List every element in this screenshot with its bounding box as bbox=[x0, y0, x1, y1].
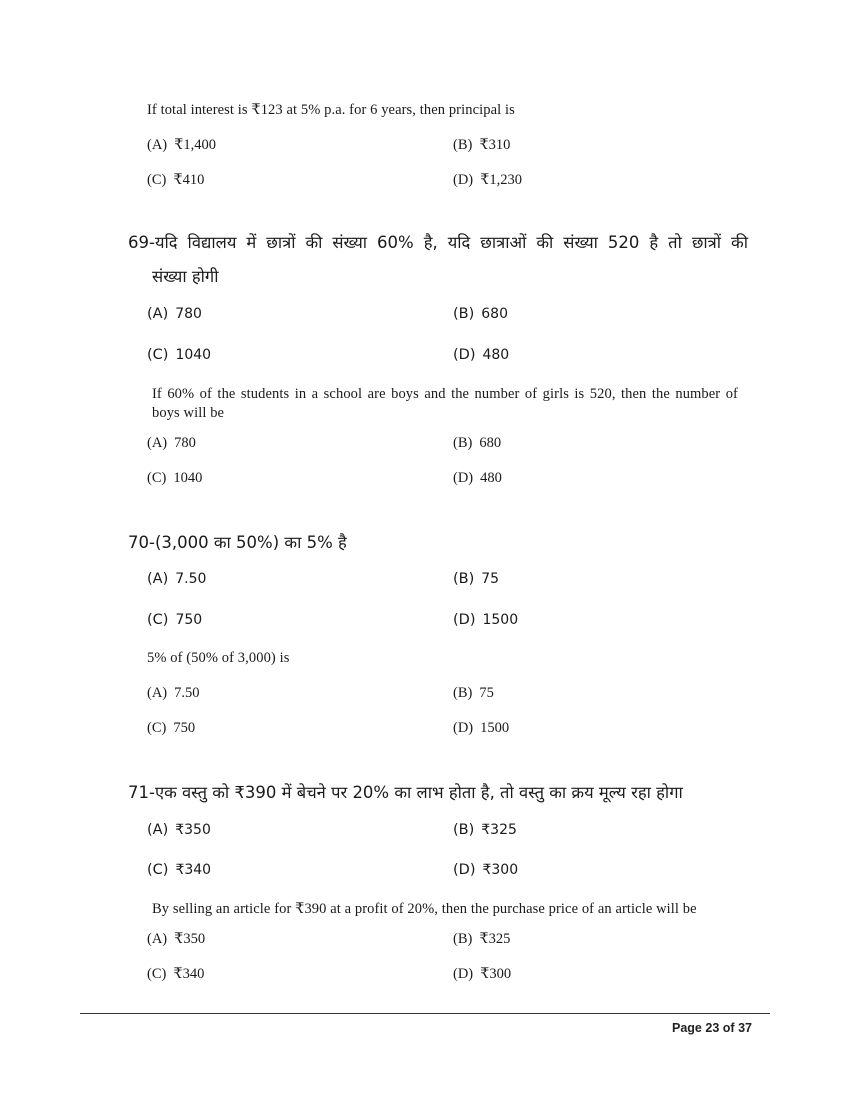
option-b: (B) 680 bbox=[453, 435, 502, 451]
question-text-hindi: 69-यदि विद्यालय में छात्रों की संख्या 60% है, यदि छात्राओं की संख्या 520 है तो छात्रों की bbox=[128, 233, 748, 252]
question-text-hindi-cont: संख्या होगी bbox=[152, 267, 219, 286]
total-pages: 37 bbox=[738, 1021, 752, 1035]
option-a: (A) 780 bbox=[147, 435, 196, 451]
option-d: (D) ₹300 bbox=[453, 966, 512, 982]
option-b: (B) 680 bbox=[453, 306, 508, 322]
option-c: (C) 750 bbox=[147, 612, 203, 628]
question-text-cont: boys will be bbox=[152, 405, 225, 421]
option-d: (D) ₹1,230 bbox=[453, 172, 522, 188]
option-d: (D) ₹300 bbox=[453, 862, 519, 878]
option-d: (D) 1500 bbox=[453, 612, 519, 628]
option-b: (B) ₹310 bbox=[453, 137, 511, 153]
option-c: (C) 1040 bbox=[147, 470, 203, 486]
option-b: (B) ₹325 bbox=[453, 822, 517, 838]
question-text: By selling an article for ₹390 at a profit of 20%, then the purchase price of an article will be bbox=[152, 901, 697, 917]
option-a: (A) 7.50 bbox=[147, 685, 200, 701]
page-word: Page bbox=[672, 1021, 702, 1035]
footer-divider bbox=[80, 1013, 770, 1014]
option-d: (D) 1500 bbox=[453, 720, 510, 736]
page-footer bbox=[672, 1021, 752, 1035]
option-c: (C) 1040 bbox=[147, 347, 212, 363]
option-b: (B) ₹325 bbox=[453, 931, 511, 947]
page-number: 23 bbox=[705, 1021, 720, 1035]
option-b: (B) 75 bbox=[453, 571, 500, 587]
question-text: If 60% of the students in a school are boys and the number of girls is 520, then the number of bbox=[152, 386, 738, 402]
question-text-hindi: 70-(3,000 का 50%) का 5% है bbox=[128, 533, 347, 552]
option-d: (D) 480 bbox=[453, 470, 502, 486]
option-a: (A) ₹350 bbox=[147, 822, 211, 838]
option-a: (A) 7.50 bbox=[147, 571, 207, 587]
question-text-hindi: 71-एक वस्तु को ₹390 में बेचने पर 20% का लाभ होता है, तो वस्तु का क्रय मूल्य रहा होगा bbox=[128, 783, 683, 802]
option-d: (D) 480 bbox=[453, 347, 510, 363]
of-word: of bbox=[722, 1021, 735, 1035]
option-c: (C) 750 bbox=[147, 720, 196, 736]
option-a: (A) ₹350 bbox=[147, 931, 206, 947]
option-c: (C) ₹410 bbox=[147, 172, 205, 188]
option-a: (A) ₹1,400 bbox=[147, 137, 216, 153]
option-c: (C) ₹340 bbox=[147, 966, 205, 982]
option-c: (C) ₹340 bbox=[147, 862, 212, 878]
option-a: (A) 780 bbox=[147, 306, 202, 322]
question-text: 5% of (50% of 3,000) is bbox=[147, 650, 290, 666]
option-b: (B) 75 bbox=[453, 685, 494, 701]
question-text: If total interest is ₹123 at 5% p.a. for 6 years, then principal is bbox=[147, 102, 515, 118]
